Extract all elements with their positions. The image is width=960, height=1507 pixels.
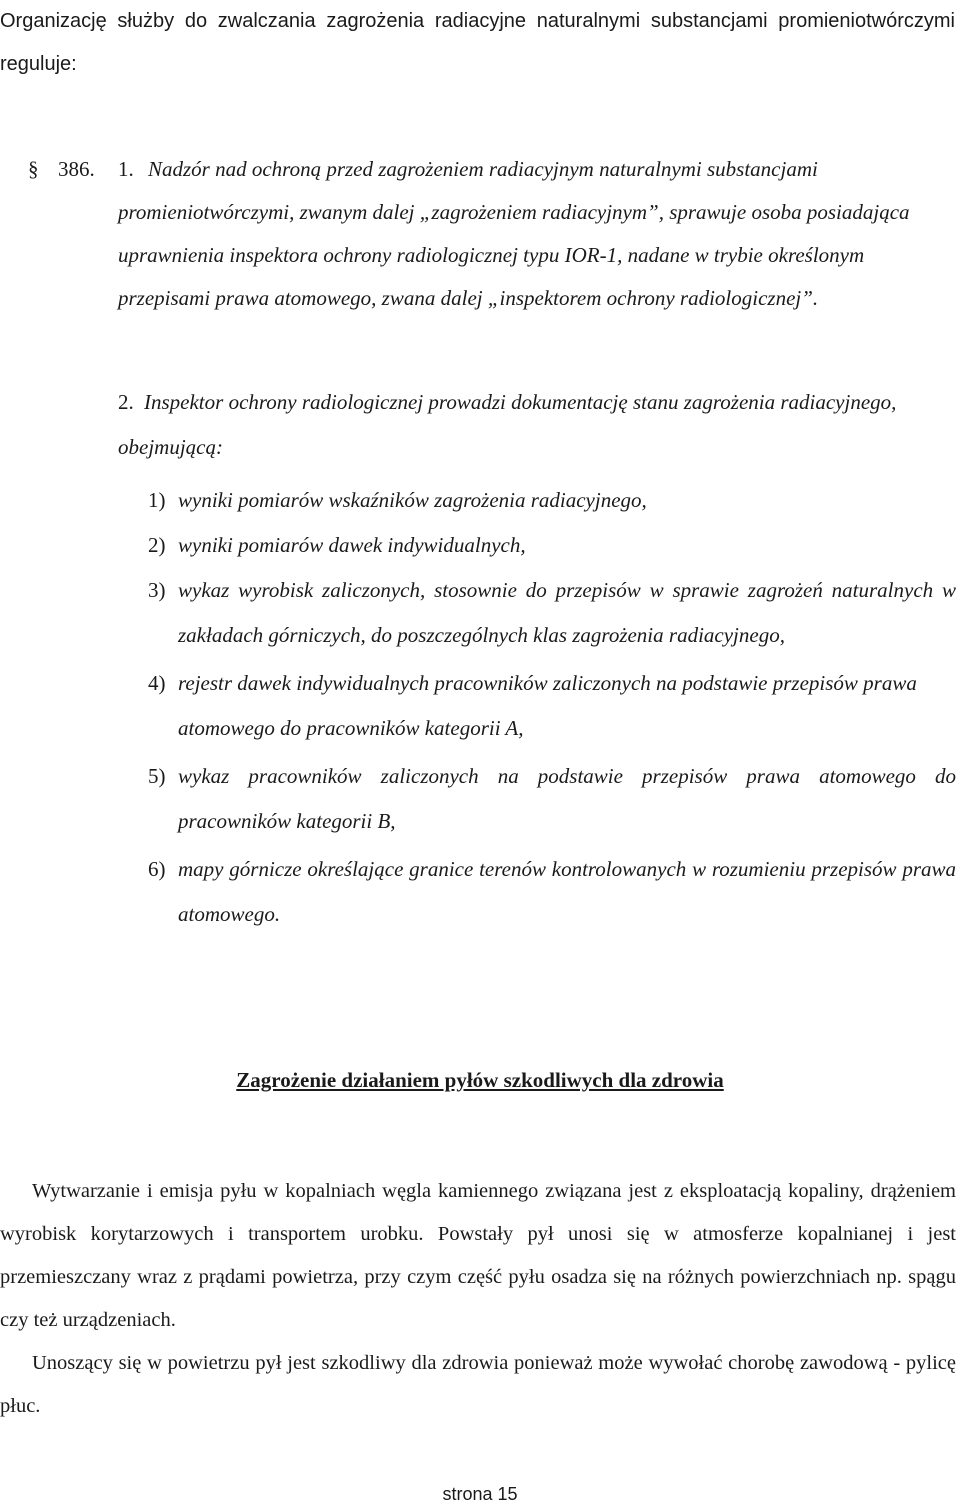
body-text — [0, 1170, 956, 1428]
page-number: strona 15 — [442, 1484, 518, 1504]
paragraph-2 — [118, 380, 956, 470]
paragraph-1-text: Nadzór nad ochroną przed zagrożeniem radiacyjnym naturalnymi substancjami promieniotwórczymi, zwanym dalej „zagrożeniem radiacyjnym”, sprawuje osoba posiadająca uprawnienia inspektora ochrony radiologicznej typu IOR-1, nadane w trybie określonym przepisami prawa atomowego, zwana dalej „inspektorem ochrony radiologicznej”. — [118, 157, 910, 310]
list-item-text: wyniki pomiarów dawek indywidualnych, — [178, 533, 526, 557]
section-sign: § — [28, 157, 39, 181]
list-item-number: 1) — [148, 488, 166, 512]
list-item-text: wyniki pomiarów wskaźników zagrożenia radiacyjnego, — [178, 488, 647, 512]
body-paragraph: Wytwarzanie i emisja pyłu w kopalniach węgla kamiennego związana jest z eksploatacją kopaliny, drążeniem wyrobisk korytarzowych i transportem urobku. Powstały pył unosi się w atmosferze kopalnianej i jest przemieszczany wraz z prądami powietrza, przy czym część pyłu osadza się na różnych powierzchniach np. spągu czy też urządzeniach. — [0, 1180, 956, 1331]
section-heading: Zagrożenie działaniem pyłów szkodliwych dla zdrowia — [236, 1068, 724, 1092]
list-item — [148, 523, 956, 568]
paragraph-1 — [118, 148, 956, 320]
paragraph-1-number: 1. — [118, 157, 134, 181]
body-paragraph: Unoszący się w powietrzu pył jest szkodliwy dla zdrowia ponieważ może wywołać chorobę zawodową - pylicę płuc. — [0, 1352, 956, 1417]
intro-paragraph: Organizację służby do zwalczania zagrożenia radiacyjne naturalnymi substancjami promieniotwórczymi reguluje: — [0, 10, 955, 75]
list-item-number: 2) — [148, 533, 166, 557]
documentation-list — [148, 478, 956, 937]
list-item-number: 4) — [148, 671, 166, 695]
paragraph-2-text: Inspektor ochrony radiologicznej prowadzi dokumentację stanu zagrożenia radiacyjnego, obejmującą: — [118, 390, 897, 459]
list-item — [148, 478, 956, 523]
list-item-text: mapy górnicze określające granice terenów kontrolowanych w rozumieniu przepisów prawa atomowego. — [178, 857, 956, 926]
section-number: 386. — [58, 157, 95, 181]
list-item-text: wykaz wyrobisk zaliczonych, stosownie do przepisów w sprawie zagrożeń naturalnych w zakładach górniczych, do poszczególnych klas zagrożenia radiacyjnego, — [178, 578, 956, 647]
list-item-text: rejestr dawek indywidualnych pracowników zaliczonych na podstawie przepisów prawa atomowego do pracowników kategorii A, — [178, 671, 917, 740]
list-item — [148, 754, 956, 844]
list-item — [148, 568, 956, 658]
list-item — [148, 661, 956, 751]
paragraph-2-number: 2. — [118, 390, 134, 414]
list-item-text: wykaz pracowników zaliczonych na podstawie przepisów prawa atomowego do pracowników kategorii B, — [178, 764, 956, 833]
list-item-number: 6) — [148, 857, 166, 881]
list-item-number: 5) — [148, 764, 166, 788]
list-item-number: 3) — [148, 578, 166, 602]
list-item — [148, 847, 956, 937]
